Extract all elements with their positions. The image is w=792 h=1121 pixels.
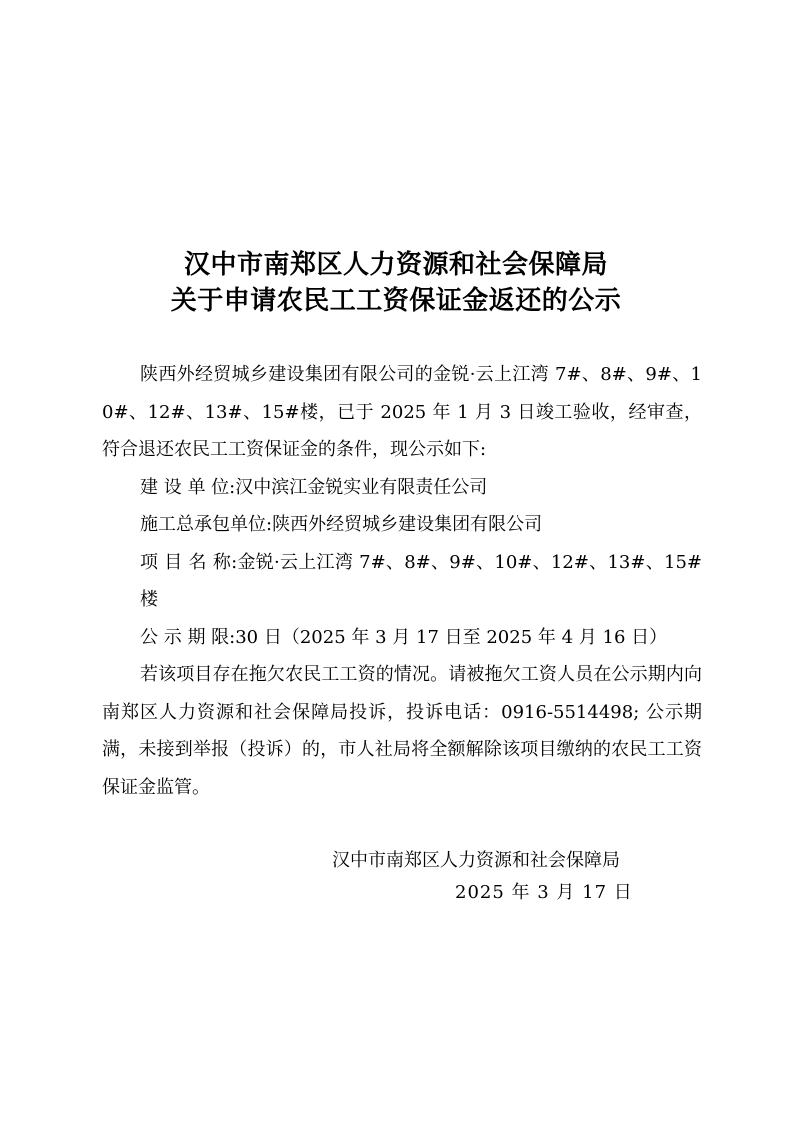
period-label: 公 示 期 限:: [140, 626, 236, 648]
intro-paragraph: 陕西外经贸城乡建设集团有限公司的金锐·云上江湾 7#、8#、9#、10#、12#、13#、15#楼，已于 2025 年 1 月 3 日竣工验收，经审查，符合退还农民工工资保证金的条件，现公示如下:: [102, 364, 702, 460]
project-label: 项 目 名 称:: [140, 551, 238, 573]
contractor-row: [102, 506, 702, 544]
document-body: [102, 356, 702, 806]
construction-unit-value: 汉中滨江金锐实业有限责任公司: [235, 476, 488, 498]
signature-organization: 汉中市南郑区人力资源和社会保障局: [332, 850, 620, 871]
notice-paragraph: 若该项目存在拖欠农民工工资的情况。请被拖欠工资人员在公示期内向南郑区人力资源和社会保障局投诉，投诉电话：0916-5514498; 公示期满，未接到举报（投诉）的，市人社局将全额解除该项目缴纳的农民工工资保证金监管。: [102, 664, 702, 798]
signature-date: 2025 年 3 月 17 日: [455, 882, 633, 903]
contractor-label: 施工总承包单位:: [140, 514, 273, 535]
project-row: [102, 544, 702, 619]
project-value: 金锐·云上江湾 7#、8#、9#、10#、12#、13#、15#楼: [140, 551, 702, 610]
period-row: [102, 619, 702, 657]
construction-unit-row: [102, 469, 702, 507]
contractor-value: 陕西外经贸城乡建设集团有限公司: [272, 514, 543, 535]
construction-unit-label: 建 设 单 位:: [140, 476, 236, 498]
document-title-line-2: 关于申请农民工工资保证金返还的公示: [170, 286, 622, 316]
period-value: 30 日（2025 年 3 月 17 日至 2025 年 4 月 16 日）: [235, 626, 668, 648]
document-title-line-1: 汉中市南郑区人力资源和社会保障局: [183, 250, 608, 280]
